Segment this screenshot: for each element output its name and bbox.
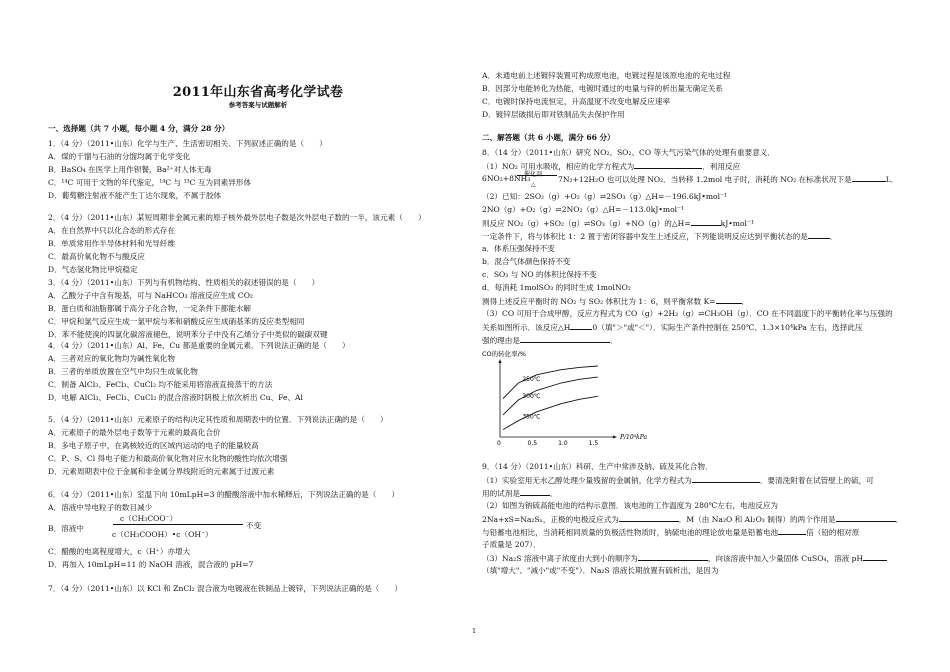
option: A．煤的干馏与石油的分馏均属于化学变化 bbox=[48, 152, 191, 161]
option: D．元素周期表中位于金属和非金属分界线附近的元素属于过渡元素 bbox=[48, 467, 275, 476]
text: 2Na+xS=Na₂Sₓ，正极的电极反应式为 bbox=[482, 515, 619, 524]
x-axis-arrow bbox=[613, 436, 617, 439]
answer-blank[interactable] bbox=[716, 294, 742, 304]
answer-blank[interactable] bbox=[638, 551, 708, 561]
text: （1）实验室用无水乙醇处理少量残留的金属钠，化学方程式为 bbox=[482, 476, 692, 485]
answer-blank[interactable] bbox=[570, 320, 592, 330]
text: ． bbox=[609, 336, 618, 345]
x-tick-label: 1.5 bbox=[588, 440, 599, 447]
option-suffix: 不变 bbox=[246, 521, 262, 530]
answer-blank[interactable] bbox=[778, 525, 806, 535]
section-heading: 一、选择题（共 7 小题，每小题 4 分，满分 28 分） bbox=[48, 124, 230, 133]
series-group bbox=[503, 366, 598, 430]
text: ，向该溶液中加入少量固体 CuSO₄，溶液 pH bbox=[707, 554, 864, 563]
answer-blank[interactable] bbox=[852, 172, 886, 182]
reaction-condition: △ bbox=[531, 181, 536, 188]
option: c．SO₃ 与 NO 的体积比保持不变 bbox=[482, 270, 597, 279]
text: ． bbox=[829, 232, 838, 241]
text: 用的试剂是 bbox=[482, 489, 520, 498]
text-line bbox=[558, 172, 898, 187]
series-line bbox=[503, 377, 598, 415]
x-tick-group bbox=[497, 440, 598, 447]
section-heading: 二、解答题（共 6 小题，满分 66 分） bbox=[482, 133, 615, 142]
x-tick-label: 1.0 bbox=[558, 440, 568, 447]
answer-blank[interactable] bbox=[692, 473, 760, 483]
option: b．混合气体颜色保持不变 bbox=[482, 257, 571, 266]
option: B．蛋白质和油脂都属于高分子化合物，一定条件下都能水解 bbox=[48, 304, 252, 313]
series-line bbox=[503, 366, 598, 399]
text-line: （2）如图为钠硫高能电池的结构示意图．该电池的工作温度为 280℃左右，电池反应为 bbox=[482, 501, 779, 510]
option: D．苯不能使溴的四氯化碳溶液褪色，说明苯分子中没有乙烯分子中类似的碳碳双键 bbox=[48, 330, 328, 339]
text: L． bbox=[885, 175, 899, 184]
text-line: （2）已知：2SO₂（g）+O₂（g）⇌2SO₃（g）△H=－196.6kJ•mol⁻¹ bbox=[482, 192, 728, 201]
option: D．电解 AlCl₃、FeCl₃、CuCl₂ 的混合溶液时阴极上依次析出 Cu、Fe、Al bbox=[48, 393, 303, 402]
question-stem: 2．（4 分）（2011•山东）某短周期非金属元素的原子核外最外层电子数是次外层电子数的一半，该元素（ ） bbox=[48, 213, 426, 222]
option: D．再加入 10mLpH=11 的 NaOH 溶液，混合液的 pH=7 bbox=[48, 560, 254, 569]
text: kJ•mol⁻¹ bbox=[720, 219, 755, 228]
option: C．甲烷和氯气反应生成一氯甲烷与苯和硝酸反应生成硝基苯的反应类型相同 bbox=[48, 317, 305, 326]
option: A．未通电前上述镀锌装置可构成原电池，电镀过程是该原电池的充电过程 bbox=[482, 71, 731, 80]
question-stem: 9．（14 分）（2011•山东）科研、生产中常涉及钠、硫及其化合物． bbox=[482, 462, 713, 471]
option: A．溶液中导电粒子的数目减少 bbox=[48, 503, 153, 512]
option: B．三者的单质放置在空气中均只生成氧化物 bbox=[48, 367, 198, 376]
text: 6NO₂+8NH₃ bbox=[482, 174, 531, 183]
y-axis-arrow bbox=[499, 359, 502, 363]
series-label: 250℃ bbox=[522, 375, 541, 383]
answer-blank[interactable] bbox=[520, 333, 610, 343]
text-line: （3）CO 可用于合成甲醇，反应方程式为 CO（g）+2H₂（g）⇌CH₃OH（g）．CO 在不同温度下的平衡转化率与压强的 bbox=[482, 309, 893, 318]
option: C．电镀时保持电流恒定，升高温度不改变电解反应速率 bbox=[482, 97, 671, 106]
text-line: （填"增大"、"减小"或"不变"）．Na₂S 溶液长期放置有硫析出，是因为 bbox=[482, 566, 719, 575]
fraction-bar bbox=[113, 524, 243, 525]
series-label: 350℃ bbox=[522, 413, 541, 421]
text: 与铅蓄电池相比，当消耗相同质量的负极活性物质时，钠硫电池的理论放电量是铅蓄电池 bbox=[482, 528, 779, 537]
page-title: 2011年山东省高考化学试卷 bbox=[172, 85, 344, 100]
option: A．乙酸分子中含有羧基，可与 NaHCO₃ 溶液反应生成 CO₂ bbox=[48, 291, 253, 300]
reaction-condition: 催化剂 bbox=[524, 171, 543, 178]
answer-blank[interactable] bbox=[619, 512, 679, 522]
text: 则反应 NO₂（g）+SO₂（g）⇌SO₃（g）+NO（g）的△H= bbox=[482, 219, 691, 228]
chart-title: CO的转化率/% bbox=[482, 350, 527, 358]
option: A．三者对应的氧化物均为碱性氧化物 bbox=[48, 354, 175, 363]
option: A．元素原子的最外层电子数等于元素的最高化合价 bbox=[48, 428, 221, 437]
x-axis-label: P/10⁴kPa bbox=[620, 434, 648, 441]
text-line: 子质量是 207）． bbox=[482, 540, 541, 549]
option: a．体系压强保持不变 bbox=[482, 244, 555, 253]
option: C．最高价氧化物不与酸反应 bbox=[48, 252, 145, 261]
question-stem: 3．（4 分）（2011•山东）下列与有机物结构、性质相关的叙述错误的是（ ） bbox=[48, 278, 320, 287]
page-number: 1 bbox=[472, 627, 477, 635]
answer-blank[interactable] bbox=[691, 216, 721, 226]
text: ． bbox=[741, 297, 750, 306]
fraction-numerator: c（CH₃COO⁻） bbox=[120, 514, 178, 523]
text: 关系如图所示．该反应△H bbox=[482, 323, 571, 332]
option-prefix: B．溶液中 bbox=[48, 524, 84, 533]
text: 测得上述反应平衡时的 NO₂ 与 SO₂ 体积比为 1：6，则平衡常数 K= bbox=[482, 297, 716, 306]
question-stem: 4．（4 分）（2011•山东）Al、Fe、Cu 都是重要的金属元素．下列说法正确的是（ ） bbox=[48, 341, 350, 350]
text: ． bbox=[895, 515, 904, 524]
text: （3）Na₂S 溶液中离子浓度由大到小的顺序为 bbox=[482, 554, 638, 563]
text: 7N₂+12H₂O 也可以处理 NO₂．当转移 1.2mol 电子时，消耗的 NO₂ 在标准状况下是 bbox=[558, 175, 852, 184]
answer-blank[interactable] bbox=[520, 486, 550, 496]
option: B．因部分电能转化为热能，电镀时通过的电量与锌的析出量无确定关系 bbox=[482, 84, 723, 93]
question-stem: 1．（4 分）（2011•山东）化学与生产、生活密切相关．下列叙述正确的是（ ） bbox=[48, 139, 327, 148]
page-subtitle: 参考答案与试题解析 bbox=[228, 101, 288, 109]
option: C．P、S、Cl 得电子能力和最高价氧化物对应水化物的酸性均依次增强 bbox=[48, 454, 288, 463]
option: B．单质常用作半导体材料和光导纤维 bbox=[48, 239, 176, 248]
text: ．M（由 Na₂O 和 Al₂O₃ 制得）的两个作用是 bbox=[678, 515, 836, 524]
series-label: 300℃ bbox=[522, 393, 541, 400]
option: D．葡萄糖注射液不能产生丁达尔现象，不属于胶体 bbox=[48, 191, 222, 200]
answer-blank[interactable] bbox=[863, 551, 887, 561]
text: 0（填"＞"或"＜"）．实际生产条件控制在 250℃、1.3×10⁴kPa 左右，选择此压 bbox=[592, 323, 863, 332]
co-conversion-chart bbox=[480, 347, 670, 447]
text: ．利用反应 bbox=[702, 162, 741, 171]
option: D．气态氢化物比甲烷稳定 bbox=[48, 265, 138, 274]
option: C．制备 AlCl₃、FeCl₃、CuCl₂ 均不能采用将溶液直接蒸干的方法 bbox=[48, 380, 273, 389]
option: C．¹⁴C 可用于文物的年代鉴定，¹⁴C 与 ¹³C 互为同素异形体 bbox=[48, 178, 252, 187]
answer-blank[interactable] bbox=[808, 229, 830, 239]
x-tick-label: 0 bbox=[497, 440, 501, 447]
question-stem: 6．（4 分）（2011•山东）室温下向 10mLpH=3 的醋酸溶液中加水稀释后，下列说法正确的是（ ） bbox=[48, 490, 400, 499]
text: （1）NO₂ 可用水吸收，相应的化学方程式为 bbox=[482, 162, 635, 171]
text-line: 2NO（g）+O₂（g）⇌2NO₂（g）△H=－113.0kJ•mol⁻¹ bbox=[482, 205, 685, 214]
text: 倍（铅的相对原 bbox=[806, 528, 860, 537]
text: ． bbox=[549, 489, 558, 498]
option: A．在自然界中只以化合态的形式存在 bbox=[48, 226, 175, 235]
question-stem: 5．（4 分）（2011•山东）元素原子的结构决定其性质和周期表中的位置．下列说法正确的是（ ） bbox=[48, 415, 388, 424]
option: d．每消耗 1molSO₃ 的同时生成 1molNO₂ bbox=[482, 283, 631, 292]
option: D．镀锌层破损后即对铁制品失去保护作用 bbox=[482, 110, 625, 119]
text: 一定条件下，将与体积比 1：2 置于密闭容器中发生上述反应，下列能说明反应达到平衡状态的是 bbox=[482, 232, 808, 241]
x-tick-label: 0.5 bbox=[527, 440, 538, 447]
text-line bbox=[482, 333, 618, 348]
text: 强的理由是 bbox=[482, 336, 520, 345]
question-stem: 8．（14 分）（2011•山东）研究 NO₂、SO₂、CO 等大气污染气体的处理有重要意义． bbox=[482, 148, 775, 157]
fraction-denominator: c（CH₃COOH）•c（OH⁻） bbox=[112, 530, 213, 539]
text: ．要清洗附着在试管壁上的硫，可 bbox=[759, 476, 874, 485]
option: C．醋酸的电离程度增大，c（H⁺）亦增大 bbox=[48, 547, 191, 556]
answer-blank[interactable] bbox=[836, 512, 896, 522]
option: B．多电子原子中，在离核较近的区域内运动的电子的能量较高 bbox=[48, 441, 259, 450]
answer-blank[interactable] bbox=[634, 159, 702, 169]
question-stem: 7．（4 分）（2011•山东）以 KCl 和 ZnCl₂ 混合液为电镀液在铁制品上镀锌，下列说法正确的是（ ） bbox=[48, 584, 403, 593]
option: B．BaSO₄ 在医学上用作钡餐，Ba²⁺对人体无毒 bbox=[48, 165, 212, 174]
